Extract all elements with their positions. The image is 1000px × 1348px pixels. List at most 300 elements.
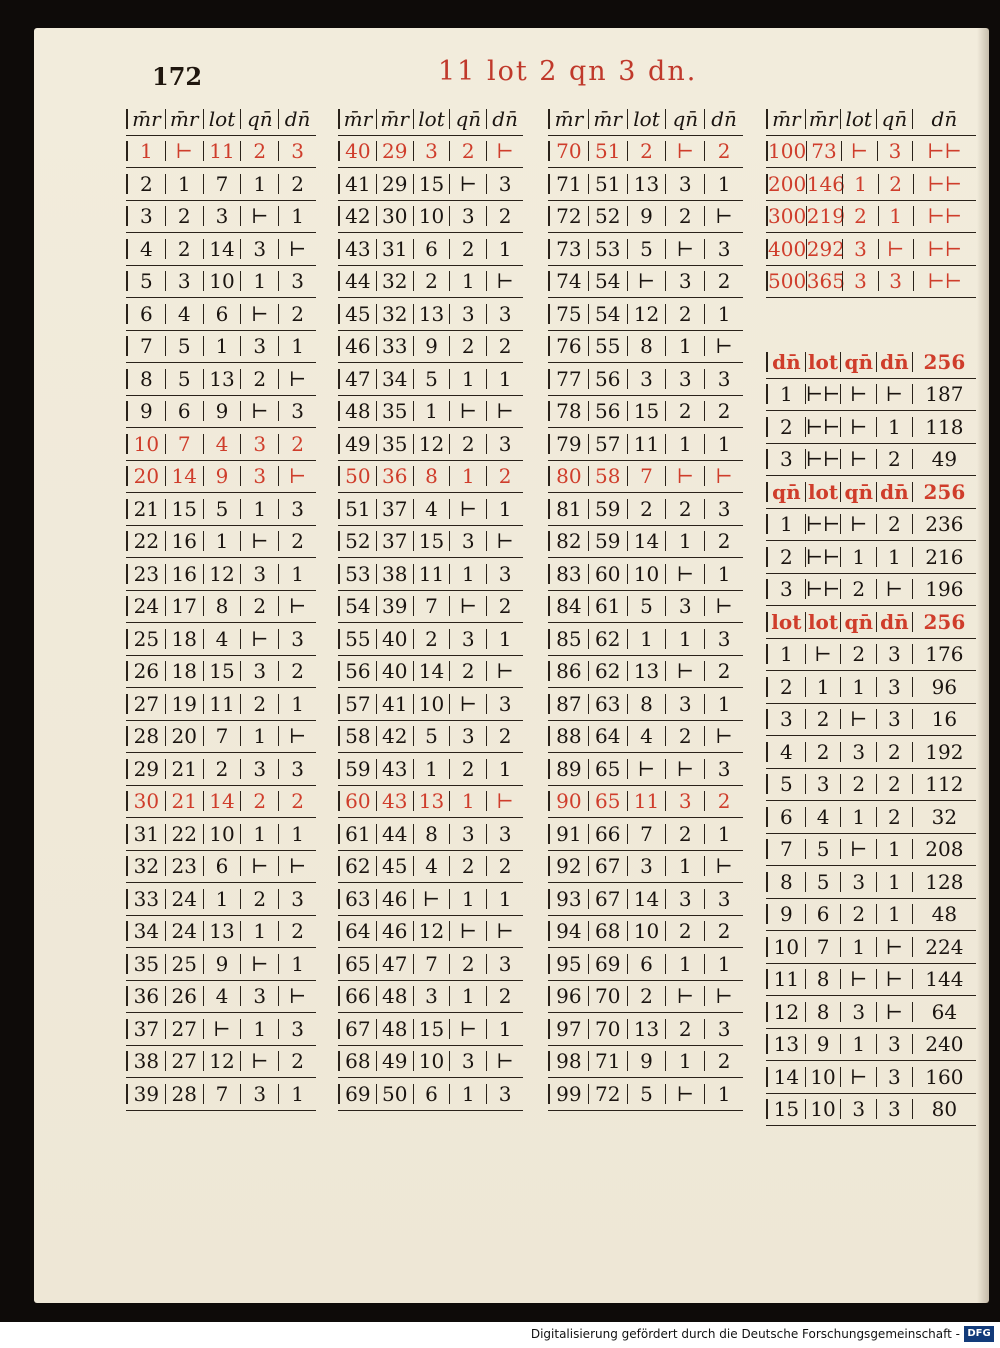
table-cell: 7 (203, 174, 241, 194)
table-cell: 96 (912, 677, 976, 697)
table-cell: 86 (548, 661, 588, 681)
table-header-row (126, 103, 316, 136)
table-cell: 1 (486, 629, 523, 649)
table-cell: 61 (338, 824, 376, 844)
table-cell: 15 (413, 531, 450, 551)
table-cell: m̄r (548, 109, 588, 129)
table-cell: 3 (449, 726, 486, 746)
table-row (548, 396, 743, 429)
table-row (126, 591, 316, 624)
table-cell: 62 (588, 661, 627, 681)
table-cell: 4 (413, 856, 450, 876)
table-cell: 2 (240, 694, 278, 714)
table-cell: ⊢ (240, 954, 278, 974)
table-cell: 10 (627, 921, 666, 941)
table-cell: 46 (376, 921, 413, 941)
table-cell: 2 (486, 336, 523, 356)
table-cell: ⊢ (486, 791, 523, 811)
table-cell: 118 (912, 417, 976, 437)
table-cell: 1 (240, 271, 278, 291)
table-cell: 84 (548, 596, 588, 616)
table-cell: 20 (165, 726, 203, 746)
table-cell: 3 (704, 889, 743, 909)
table-cell: 1 (840, 677, 876, 697)
table-cell: 22 (126, 531, 165, 551)
table-row (126, 266, 316, 299)
table-cell: 39 (376, 596, 413, 616)
table-cell: 68 (588, 921, 627, 941)
table-header-row (548, 103, 743, 136)
table-cell: 43 (376, 791, 413, 811)
table-row (126, 493, 316, 526)
table-cell: 63 (588, 694, 627, 714)
table-cell: 6 (203, 304, 241, 324)
table-cell: 2 (278, 1051, 316, 1071)
table-cell: 1 (449, 1084, 486, 1104)
table-cell: 1 (203, 531, 241, 551)
table-cell: 1 (449, 986, 486, 1006)
table-cell: 3 (665, 174, 704, 194)
table-cell: 51 (588, 141, 627, 161)
table-cell: ⊢ (704, 596, 743, 616)
table-cell: 27 (126, 694, 165, 714)
table-cell: m̄r (165, 109, 203, 129)
table-row (338, 753, 523, 786)
table-cell: 1 (278, 564, 316, 584)
table-row (126, 656, 316, 689)
table-row (548, 266, 743, 299)
table-cell: dn̄ (876, 352, 912, 372)
table-cell: ⊢ (841, 141, 876, 161)
table-row (126, 948, 316, 981)
table-cell: qn̄ (449, 109, 486, 129)
table-cell: ⊢⊢ (805, 414, 841, 439)
table-cell: 9 (203, 954, 241, 974)
table-cell: 256 (912, 482, 976, 502)
table-cell: 10 (413, 1051, 450, 1071)
table-cell: 12 (413, 921, 450, 941)
table-cell: 13 (627, 1019, 666, 1039)
table-row (548, 591, 743, 624)
table-row (126, 623, 316, 656)
table-cell: 2 (627, 141, 666, 161)
table-cell: 3 (766, 579, 805, 599)
table-row (766, 574, 976, 607)
table-cell: ⊢ (805, 644, 841, 664)
table-row (338, 396, 523, 429)
table-row (766, 736, 976, 769)
table-cell: 2 (840, 579, 876, 599)
table-row (766, 671, 976, 704)
table-cell: 56 (338, 661, 376, 681)
table-row (126, 688, 316, 721)
table-cell: 64 (912, 1002, 976, 1022)
table-cell: ⊢ (278, 466, 316, 486)
table-cell: 11 (627, 791, 666, 811)
section-header-row (766, 346, 976, 379)
table-cell: 53 (338, 564, 376, 584)
table-row (338, 331, 523, 364)
table-cell: 2 (165, 239, 203, 259)
table-cell: 2 (449, 336, 486, 356)
table-cell: 300 (768, 204, 807, 229)
table-cell: 128 (912, 872, 976, 892)
table-cell: 365 (806, 269, 845, 294)
table-cell: 2 (840, 644, 876, 664)
table-row (338, 201, 523, 234)
table-cell: ⊢ (627, 759, 666, 779)
table-cell: ⊢⊢ (805, 544, 841, 569)
table-cell: 28 (165, 1084, 203, 1104)
table-cell: 1 (665, 629, 704, 649)
table-row (766, 639, 976, 672)
table-cell: dn̄ (912, 109, 976, 129)
section-header-row (766, 606, 976, 639)
table-cell: m̄r (805, 109, 841, 129)
table-cell: 2 (449, 434, 486, 454)
table-cell: 3 (876, 677, 912, 697)
table-cell: 1 (449, 564, 486, 584)
table-cell: 18 (165, 661, 203, 681)
table-cell: 13 (766, 1034, 805, 1054)
table-cell: 87 (548, 694, 588, 714)
table-header-row (338, 103, 523, 136)
table-cell: ⊢ (449, 499, 486, 519)
table-cell: 3 (704, 759, 743, 779)
table-cell: ⊢⊢ (913, 206, 976, 226)
table-cell: 41 (338, 174, 376, 194)
table-cell: 25 (165, 954, 203, 974)
table-cell: 1 (876, 904, 912, 924)
table-cell: 29 (376, 174, 413, 194)
table-cell: 2 (627, 986, 666, 1006)
table-cell: ⊢ (278, 986, 316, 1006)
table-cell: 64 (338, 921, 376, 941)
table-cell: 1 (486, 1019, 523, 1039)
table-row (126, 786, 316, 819)
table-row (126, 331, 316, 364)
table-cell: 1 (704, 824, 743, 844)
table-cell: 36 (376, 466, 413, 486)
table-cell: 3 (876, 1099, 912, 1119)
table-cell: ⊢ (878, 239, 913, 259)
table-cell: 2 (840, 774, 876, 794)
table-cell: 2 (704, 401, 743, 421)
table-row (766, 1094, 976, 1127)
table-row (548, 298, 743, 331)
table-row (338, 591, 523, 624)
table-column-2 (338, 103, 523, 1111)
table-cell: 99 (548, 1084, 588, 1104)
table-cell: 37 (376, 499, 413, 519)
table-cell: 2 (449, 759, 486, 779)
table-cell: 2 (449, 856, 486, 876)
table-cell: ⊢ (665, 141, 704, 161)
table-cell: dn̄ (876, 482, 912, 502)
table-cell: 7 (126, 336, 165, 356)
table-cell: 91 (548, 824, 588, 844)
table-cell: 49 (338, 434, 376, 454)
table-cell: 3 (704, 1019, 743, 1039)
table-cell: ⊢⊢ (805, 512, 841, 537)
table-cell: 1 (449, 889, 486, 909)
table-cell: 69 (588, 954, 627, 974)
table-cell: 2 (665, 499, 704, 519)
table-row (126, 363, 316, 396)
table-cell: 23 (165, 856, 203, 876)
table-cell: 3 (278, 1019, 316, 1039)
table-cell: 26 (126, 661, 165, 681)
table-cell: 55 (588, 336, 627, 356)
table-row (548, 363, 743, 396)
table-cell: m̄r (376, 109, 413, 129)
table-cell: qn̄ (840, 482, 876, 502)
table-cell: 11 (203, 141, 241, 161)
table-cell: 18 (165, 629, 203, 649)
table-row (126, 461, 316, 494)
table-cell: 23 (126, 564, 165, 584)
table-cell: 8 (805, 969, 841, 989)
table-cell: 1 (449, 271, 486, 291)
table-cell: 33 (126, 889, 165, 909)
table-cell: 16 (912, 709, 976, 729)
table-cell: 15 (165, 499, 203, 519)
table-cell: 2 (449, 954, 486, 974)
table-cell: 2 (126, 174, 165, 194)
table-cell: ⊢ (413, 889, 450, 909)
table-cell: 2 (413, 271, 450, 291)
table-cell: 2 (704, 1051, 743, 1071)
table-cell: 21 (165, 791, 203, 811)
table-row (766, 931, 976, 964)
table-cell: 1 (413, 759, 450, 779)
table-cell: 6 (766, 807, 805, 827)
table-cell: ⊢ (704, 336, 743, 356)
table-cell: 1 (704, 564, 743, 584)
table-cell: 2 (240, 596, 278, 616)
table-cell: 15 (627, 401, 666, 421)
table-cell: ⊢ (665, 759, 704, 779)
table-cell: 39 (126, 1084, 165, 1104)
table-cell: 1 (278, 824, 316, 844)
table-cell: 3 (278, 629, 316, 649)
table-row (766, 704, 976, 737)
table-cell: 3 (840, 1099, 876, 1119)
table-cell: 30 (126, 791, 165, 811)
table-cell: 38 (126, 1051, 165, 1071)
table-cell: ⊢ (665, 1084, 704, 1104)
table-cell: 51 (338, 499, 376, 519)
table-cell: 3 (278, 401, 316, 421)
table-cell: 3 (876, 644, 912, 664)
table-cell: 54 (588, 304, 627, 324)
table-cell: ⊢ (840, 839, 876, 859)
table-cell: 2 (240, 791, 278, 811)
table-row (126, 851, 316, 884)
table-cell: 3 (840, 1002, 876, 1022)
table-cell: 95 (548, 954, 588, 974)
table-cell: 1 (449, 369, 486, 389)
table-cell: ⊢ (486, 921, 523, 941)
table-cell: ⊢ (449, 401, 486, 421)
table-cell: 1 (665, 531, 704, 551)
table-cell: lot (840, 109, 876, 129)
table-cell: ⊢ (278, 596, 316, 616)
table-cell: 3 (486, 434, 523, 454)
table-cell: 100 (768, 139, 807, 164)
table-row (548, 883, 743, 916)
table-row (548, 851, 743, 884)
table-cell: 3 (486, 564, 523, 584)
table-cell: ⊢ (704, 206, 743, 226)
table-row (548, 1013, 743, 1046)
table-row (548, 916, 743, 949)
table-cell: ⊢ (486, 1051, 523, 1071)
table-cell: 1 (240, 726, 278, 746)
table-cell: 1 (766, 384, 805, 404)
table-cell: dn̄ (876, 612, 912, 632)
table-cell: 49 (376, 1051, 413, 1071)
table-cell: 1 (876, 417, 912, 437)
table-cell: 10 (413, 694, 450, 714)
table-cell: 88 (548, 726, 588, 746)
table-cell: 1 (876, 872, 912, 892)
table-cell: 54 (338, 596, 376, 616)
table-row (548, 818, 743, 851)
table-row (548, 168, 743, 201)
table-cell: 3 (665, 369, 704, 389)
table-cell: dn̄ (486, 109, 523, 129)
table-cell: 2 (486, 856, 523, 876)
table-cell: 73 (806, 141, 841, 161)
table-row (548, 981, 743, 1014)
table-row (126, 1013, 316, 1046)
table-cell: 56 (588, 401, 627, 421)
table-cell: 8 (766, 872, 805, 892)
table-cell: 31 (376, 239, 413, 259)
table-cell: 256 (912, 352, 976, 372)
table-cell: 72 (548, 206, 588, 226)
table-cell: lot (203, 109, 241, 129)
table-cell: 3 (704, 369, 743, 389)
table-cell: qn̄ (766, 482, 805, 502)
table-cell: 2 (278, 921, 316, 941)
table-cell: 1 (449, 791, 486, 811)
table-cell: 2 (766, 417, 805, 437)
table-cell: 9 (766, 904, 805, 924)
table-row (548, 656, 743, 689)
table-cell: 85 (548, 629, 588, 649)
table-cell: 8 (126, 369, 165, 389)
table-row (338, 168, 523, 201)
table-cell: 6 (413, 239, 450, 259)
table-cell: 49 (912, 449, 976, 469)
table-cell: 6 (126, 304, 165, 324)
table-cell: 94 (548, 921, 588, 941)
table-cell: 1 (486, 499, 523, 519)
table-cell: 1 (278, 694, 316, 714)
table-cell: 256 (912, 612, 976, 632)
table-cell: 2 (766, 547, 805, 567)
table-row (548, 721, 743, 754)
page-header: 11 lot 2 qn 3 dn. (438, 56, 698, 87)
table-cell: 208 (912, 839, 976, 859)
table-cell: 2 (842, 206, 877, 226)
table-cell: 219 (806, 204, 845, 229)
table-cell: 8 (203, 596, 241, 616)
table-cell: 7 (627, 466, 666, 486)
table-column-3 (548, 103, 743, 1111)
table-cell: 2 (449, 141, 486, 161)
table-cell: 2 (278, 174, 316, 194)
table-row (126, 818, 316, 851)
table-cell: 58 (338, 726, 376, 746)
table-cell: 60 (338, 791, 376, 811)
table-cell: 97 (548, 1019, 588, 1039)
table-cell: 3 (805, 774, 841, 794)
table-cell: 3 (278, 271, 316, 291)
table-cell: 52 (588, 206, 627, 226)
table-cell: 3 (449, 531, 486, 551)
table-cell: 3 (627, 856, 666, 876)
table-cell: 8 (627, 694, 666, 714)
table-row (126, 1078, 316, 1111)
table-cell: 6 (413, 1084, 450, 1104)
table-cell: 2 (704, 791, 743, 811)
table-cell: 50 (338, 466, 376, 486)
table-row (126, 396, 316, 429)
table-cell: 3 (278, 499, 316, 519)
table-cell: 2 (665, 921, 704, 941)
table-cell: 12 (627, 304, 666, 324)
table-row (338, 1013, 523, 1046)
table-cell: ⊢ (240, 401, 278, 421)
table-cell: qn̄ (240, 109, 278, 129)
table-cell: 16 (165, 564, 203, 584)
table-cell: 67 (588, 889, 627, 909)
table-cell: 65 (588, 791, 627, 811)
table-cell: 14 (627, 531, 666, 551)
table-cell: 46 (376, 889, 413, 909)
table-row (548, 201, 743, 234)
table-row (338, 786, 523, 819)
table-cell: 4 (805, 807, 841, 827)
table-cell: 2 (486, 986, 523, 1006)
table-cell: 4 (413, 499, 450, 519)
table-cell: 9 (413, 336, 450, 356)
table-cell: 2 (665, 726, 704, 746)
table-cell: 14 (203, 239, 241, 259)
table-cell: 2 (805, 742, 841, 762)
table-cell: 3 (449, 824, 486, 844)
page-number: 172 (152, 62, 203, 91)
table-cell: 3 (240, 434, 278, 454)
table-row (548, 948, 743, 981)
table-cell: 10 (126, 434, 165, 454)
table-cell: 14 (203, 791, 241, 811)
table-cell: 9 (627, 206, 666, 226)
table-cell: 1 (665, 1051, 704, 1071)
table-cell: 4 (627, 726, 666, 746)
table-cell: 1 (876, 839, 912, 859)
table-cell: 3 (278, 141, 316, 161)
table-cell: 21 (126, 499, 165, 519)
table-row (766, 541, 976, 574)
table-cell: 69 (338, 1084, 376, 1104)
table-cell: 59 (338, 759, 376, 779)
table-row (766, 801, 976, 834)
table-row (338, 136, 523, 169)
